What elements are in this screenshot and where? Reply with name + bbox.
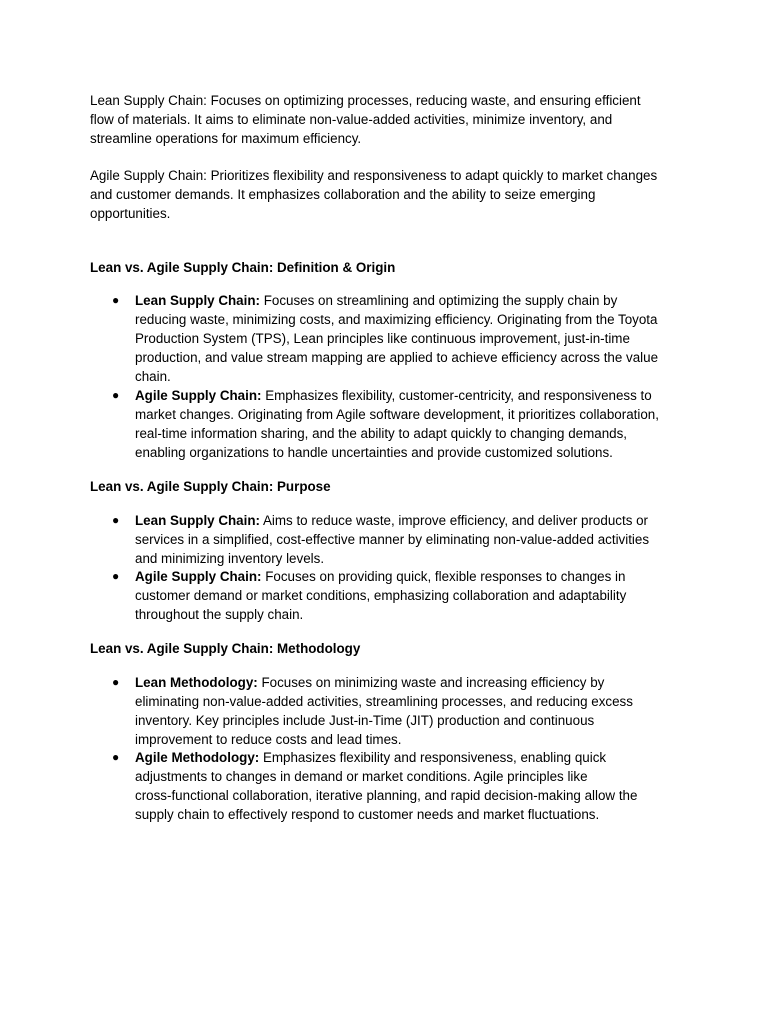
intro-agile-paragraph — [90, 166, 690, 223]
text-line: Emphasizes flexibility, customer-centricity, and responsiveness to — [261, 388, 652, 403]
bullet-icon: ● — [112, 569, 120, 583]
bullet-text — [135, 291, 695, 386]
section-heading-purpose — [90, 477, 690, 496]
text-line: eliminating non-value-added activities, streamlining processes, and reducing excess — [135, 694, 633, 709]
text-line: and minimizing inventory levels. — [135, 551, 325, 566]
text-line: chain. — [135, 369, 171, 384]
heading-text: Lean vs. Agile Supply Chain: Methodology — [90, 641, 361, 656]
bullet-text — [135, 511, 695, 568]
bullet-label: Agile Supply Chain: — [135, 388, 262, 403]
bullet-text — [135, 386, 695, 462]
intro-lean-paragraph — [90, 91, 690, 148]
bullet-label: Lean Supply Chain: — [135, 513, 260, 528]
text-line: Focuses on streamlining and optimizing the supply chain by — [260, 293, 618, 308]
text-line: Agile Supply Chain: Prioritizes flexibility and responsiveness to adapt quickly to market changes — [90, 168, 658, 183]
bullet-icon: ● — [112, 293, 120, 307]
text-line: cross-functional collaboration, iterative planning, and rapid decision-making allow the — [135, 788, 638, 803]
text-line: Focuses on providing quick, flexible responses to changes in — [261, 569, 626, 584]
bullet-label: Lean Methodology: — [135, 675, 258, 690]
text-line: supply chain to effectively respond to customer needs and market fluctuations. — [135, 807, 600, 822]
bullet-text — [135, 673, 695, 749]
text-line: market changes. Originating from Agile software development, it prioritizes collaboration, — [135, 407, 659, 422]
text-line: Production System (TPS), Lean principles like continuous improvement, just-in-time — [135, 331, 630, 346]
text-line: inventory. Key principles include Just-in-Time (JIT) production and continuous — [135, 713, 595, 728]
text-line: Aims to reduce waste, improve efficiency, and deliver products or — [260, 513, 649, 528]
section-heading-methodology — [90, 639, 690, 658]
bullet-icon: ● — [112, 388, 120, 402]
heading-text: Lean vs. Agile Supply Chain: Definition & Origin — [90, 260, 396, 275]
text-line: opportunities. — [90, 206, 171, 221]
bullet-label: Agile Supply Chain: — [135, 569, 262, 584]
bullet-icon: ● — [112, 675, 120, 689]
text-line: Focuses on minimizing waste and increasing efficiency by — [257, 675, 605, 690]
text-line: Emphasizes flexibility and responsiveness, enabling quick — [259, 750, 607, 765]
section-heading-definition — [90, 258, 690, 277]
bullet-text — [135, 748, 695, 824]
text-line: flow of materials. It aims to eliminate non-value-added activities, minimize inventory, and — [90, 112, 613, 127]
text-line: real-time information sharing, and the ability to adapt quickly to changing demands, — [135, 426, 628, 441]
text-line: enabling organizations to handle uncertainties and provide customized solutions. — [135, 445, 613, 460]
bullet-label: Agile Methodology: — [135, 750, 260, 765]
text-line: streamline operations for maximum efficiency. — [90, 131, 362, 146]
bullet-icon: ● — [112, 513, 120, 527]
text-line: Lean Supply Chain: Focuses on optimizing processes, reducing waste, and ensuring efficient — [90, 93, 641, 108]
text-line: services in a simplified, cost-effective manner by eliminating non-value-added activities — [135, 532, 650, 547]
bullet-icon: ● — [112, 750, 120, 764]
text-line: reducing waste, minimizing costs, and maximizing efficiency. Originating from the Toyota — [135, 312, 658, 327]
text-line: and customer demands. It emphasizes collaboration and the ability to seize emerging — [90, 187, 596, 202]
heading-text: Lean vs. Agile Supply Chain: Purpose — [90, 479, 331, 494]
bullet-text — [135, 567, 695, 624]
text-line: throughout the supply chain. — [135, 607, 304, 622]
text-line: customer demand or market conditions, emphasizing collaboration and adaptability — [135, 588, 627, 603]
text-line: improvement to reduce costs and lead times. — [135, 732, 402, 747]
text-line: production, and value stream mapping are applied to achieve efficiency across the value — [135, 350, 659, 365]
text-line: adjustments to changes in demand or market conditions. Agile principles like — [135, 769, 588, 784]
bullet-label: Lean Supply Chain: — [135, 293, 260, 308]
